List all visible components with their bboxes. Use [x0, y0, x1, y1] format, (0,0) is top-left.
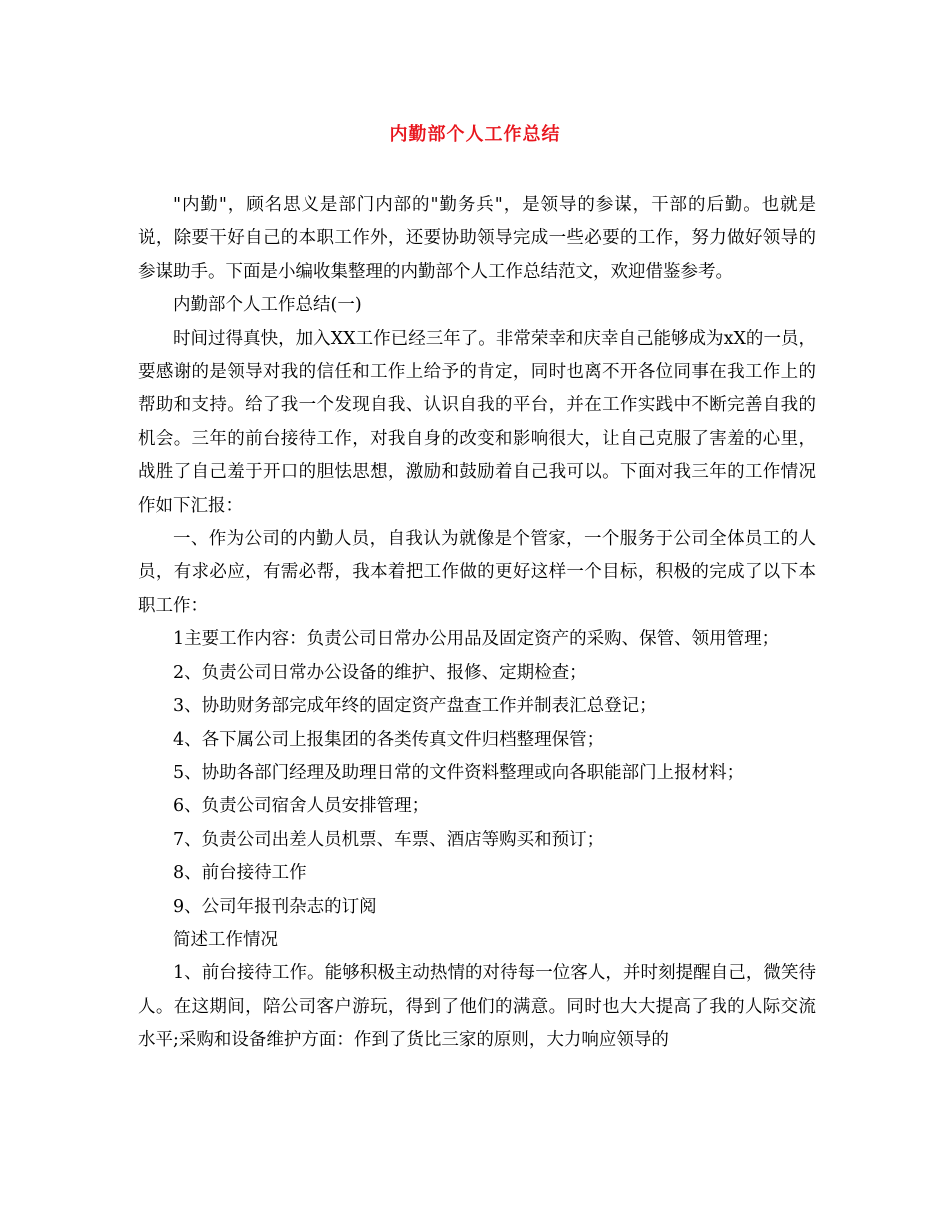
section-heading-1: 内勤部个人工作总结(一)	[173, 295, 362, 316]
duty-item-5: 5、协助各部门经理及助理日常的文件资料整理或向各职能部门上报材料；	[173, 762, 745, 783]
intro-paragraph: "内勤"，顾名思义是部门内部的"勤务兵"，是领导的参谋，干部的后勤。也就是说，除要干好自己的本职工作外，还要协助领导完成一些必要的工作，努力做好领导的参谋助手。下面是小编收集整理的内勤部个人工作总结范文，欢迎借鉴参考。	[138, 195, 816, 282]
duty-item-6: 6、负责公司宿舍人员安排管理；	[173, 796, 430, 817]
paragraph-opening: 时间过得真快，加入XX工作已经三年了。非常荣幸和庆幸自己能够成为xX的一员，要感谢的是领导对我的信任和工作上给予的肯定，同时也离不开各位同事在我工作上的帮助和支持。给了我一个发现自我、认识自我的平台，并在工作实践中不断完善自我的机会。三年的前台接待工作，对我自身的改变和影响很大，让自己克服了害羞的心里，战胜了自己羞于开口的胆怯思想，激励和鼓励着自己我可以。下面对我三年的工作情况作如下汇报：	[138, 328, 816, 516]
duty-item-3: 3、协助财务部完成年终的固定资产盘查工作并制表汇总登记；	[173, 696, 657, 717]
duty-item-8: 8、前台接待工作	[173, 863, 307, 884]
document-body	[138, 189, 816, 1058]
duty-item-1: 1主要工作内容：负责公司日常办公用品及固定资产的采购、保管、领用管理；	[173, 629, 780, 650]
duty-item-4: 4、各下属公司上报集团的各类传真文件归档整理保管；	[173, 729, 605, 750]
subheading-work-summary: 简述工作情况	[173, 929, 278, 950]
duty-item-2: 2、负责公司日常办公设备的维护、报修、定期检查；	[173, 662, 587, 683]
duty-item-7: 7、负责公司出差人员机票、车票、酒店等购买和预订；	[173, 829, 605, 850]
paragraph-reception: 1、前台接待工作。能够积极主动热情的对待每一位客人，并时刻提醒自己，微笑待人。在这期间，陪公司客户游玩，得到了他们的满意。同时也大大提高了我的人际交流水平;采购和设备维护方面：作到了货比三家的原则，大力响应领导的	[138, 963, 816, 1051]
paragraph-duties-intro: 一、作为公司的内勤人员，自我认为就像是个管家，一个服务于公司全体员工的人员，有求必应，有需必帮，我本着把工作做的更好这样一个目标，积极的完成了以下本职工作：	[138, 529, 816, 616]
duty-item-9: 9、公司年报刊杂志的订阅	[173, 896, 377, 917]
document-title: 内勤部个人工作总结	[389, 124, 561, 145]
